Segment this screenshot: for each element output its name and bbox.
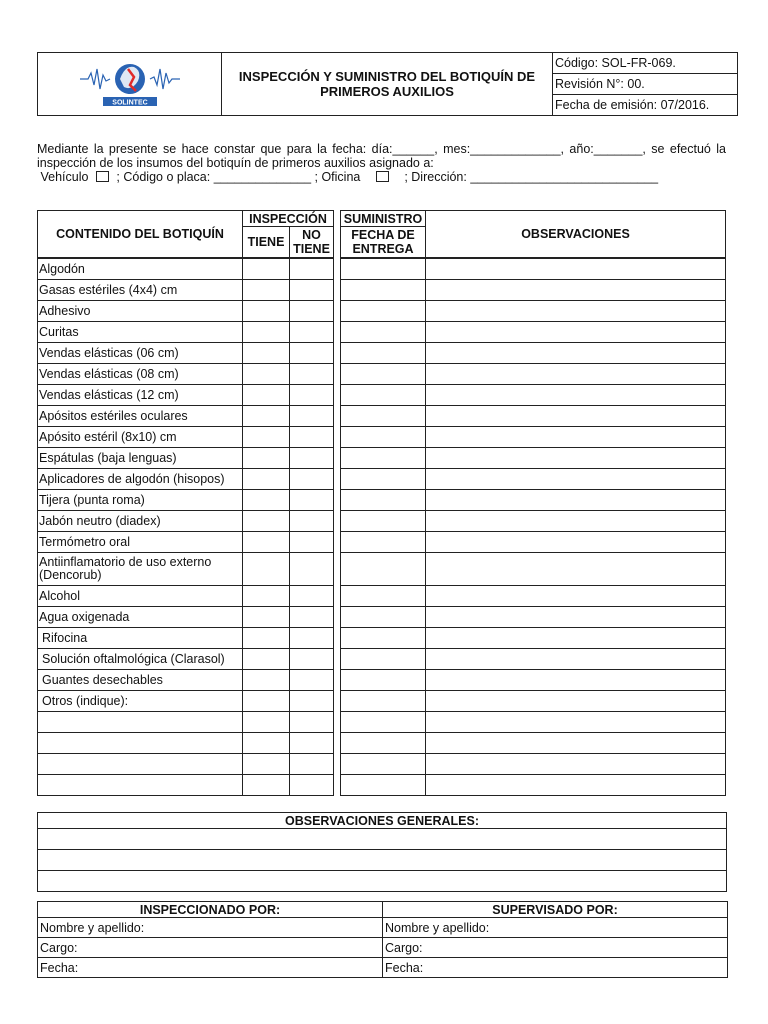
not-has-cell[interactable] [290, 258, 334, 280]
item-label: Algodón [37, 258, 243, 280]
item-label [37, 775, 243, 796]
has-cell[interactable] [243, 301, 290, 322]
item-label: Adhesivo [37, 301, 243, 322]
has-cell[interactable] [243, 649, 290, 670]
table-row [37, 628, 726, 649]
general-observations-title: OBSERVACIONES GENERALES: [38, 813, 727, 829]
signature-block [37, 901, 728, 978]
observation-cell[interactable] [426, 427, 726, 448]
table-row [37, 258, 726, 280]
logo-wordmark: SOLINTEC [111, 99, 148, 106]
logo-cell [38, 53, 222, 116]
item-label [37, 733, 243, 754]
item-label: Solución oftalmológica (Clarasol) [37, 649, 243, 670]
observation-cell[interactable] [426, 553, 726, 586]
observation-cell[interactable] [426, 607, 726, 628]
table-row [37, 469, 726, 490]
table-row [37, 448, 726, 469]
delivery-date-cell[interactable] [340, 733, 426, 754]
delivery-date-cell[interactable] [340, 301, 426, 322]
general-observations-line[interactable] [38, 871, 727, 892]
table-row [37, 670, 726, 691]
intro-line-assignment [37, 170, 726, 184]
not-has-cell[interactable] [290, 607, 334, 628]
header-content: CONTENIDO DEL BOTIQUÍN [37, 210, 243, 258]
delivery-date-cell[interactable] [340, 490, 426, 511]
observation-cell[interactable] [426, 448, 726, 469]
table-row [37, 775, 726, 796]
not-has-cell[interactable] [290, 733, 334, 754]
item-label: Aplicadores de algodón (hisopos) [37, 469, 243, 490]
has-cell[interactable] [243, 670, 290, 691]
observation-cell[interactable] [426, 754, 726, 775]
item-label: Jabón neutro (diadex) [37, 511, 243, 532]
item-label: Rifocina [37, 628, 243, 649]
intro-paragraph [37, 142, 726, 184]
delivery-date-cell[interactable] [340, 406, 426, 427]
vehicle-label: Vehículo [40, 170, 89, 184]
vehicle-checkbox[interactable] [96, 171, 109, 182]
observation-cell[interactable] [426, 775, 726, 796]
not-has-cell[interactable] [290, 322, 334, 343]
delivery-date-cell[interactable] [340, 532, 426, 553]
not-has-cell[interactable] [290, 469, 334, 490]
has-cell[interactable] [243, 586, 290, 607]
has-cell[interactable] [243, 607, 290, 628]
has-cell[interactable] [243, 532, 290, 553]
item-label: Vendas elásticas (12 cm) [37, 385, 243, 406]
header-delivery-date: FECHA DE ENTREGA [340, 227, 426, 258]
delivery-date-cell[interactable] [340, 385, 426, 406]
delivery-date-cell[interactable] [340, 511, 426, 532]
item-label: Tijera (punta roma) [37, 490, 243, 511]
delivery-date-cell[interactable] [340, 670, 426, 691]
not-has-cell[interactable] [290, 427, 334, 448]
inspector-name-field[interactable]: Nombre y apellido: [38, 918, 383, 938]
table-row [37, 364, 726, 385]
document-title: INSPECCIÓN Y SUMINISTRO DEL BOTIQUÍN DE PRIMEROS AUXILIOS [222, 53, 553, 116]
has-cell[interactable] [243, 258, 290, 280]
has-cell[interactable] [243, 280, 290, 301]
item-label: Gasas estériles (4x4) cm [37, 280, 243, 301]
has-cell[interactable] [243, 553, 290, 586]
has-cell[interactable] [243, 385, 290, 406]
supervised-by-title: SUPERVISADO POR: [383, 902, 728, 918]
has-cell[interactable] [243, 691, 290, 712]
item-label: Apósitos estériles oculares [37, 406, 243, 427]
item-label: Otros (indique): [37, 691, 243, 712]
item-label: Espátulas (baja lenguas) [37, 448, 243, 469]
header-not-has: NO TIENE [290, 227, 334, 258]
header-supply: SUMINISTRO [340, 210, 426, 227]
observation-cell[interactable] [426, 532, 726, 553]
address-label: ; Dirección: ___________________________ [404, 170, 659, 184]
not-has-cell[interactable] [290, 586, 334, 607]
delivery-date-cell[interactable] [340, 754, 426, 775]
table-row [37, 754, 726, 775]
not-has-cell[interactable] [290, 691, 334, 712]
observation-cell[interactable] [426, 364, 726, 385]
delivery-date-cell[interactable] [340, 258, 426, 280]
delivery-date-cell[interactable] [340, 553, 426, 586]
not-has-cell[interactable] [290, 712, 334, 733]
header-observations: OBSERVACIONES [426, 210, 726, 258]
observation-cell[interactable] [426, 280, 726, 301]
not-has-cell[interactable] [290, 301, 334, 322]
table-row [37, 649, 726, 670]
not-has-cell[interactable] [290, 553, 334, 586]
company-logo [70, 55, 190, 111]
table-row [37, 712, 726, 733]
not-has-cell[interactable] [290, 364, 334, 385]
not-has-cell[interactable] [290, 649, 334, 670]
delivery-date-cell[interactable] [340, 691, 426, 712]
not-has-cell[interactable] [290, 511, 334, 532]
document-code: Código: SOL-FR-069. [553, 53, 737, 74]
table-row [37, 553, 726, 586]
has-cell[interactable] [243, 775, 290, 796]
document-issue-date: Fecha de emisión: 07/2016. [555, 98, 710, 112]
has-cell[interactable] [243, 511, 290, 532]
table-row [37, 490, 726, 511]
office-checkbox[interactable] [376, 171, 389, 182]
table-row [37, 406, 726, 427]
delivery-date-cell[interactable] [340, 607, 426, 628]
not-has-cell[interactable] [290, 490, 334, 511]
not-has-cell[interactable] [290, 280, 334, 301]
observation-cell[interactable] [426, 469, 726, 490]
item-label: Vendas elásticas (08 cm) [37, 364, 243, 385]
not-has-cell[interactable] [290, 775, 334, 796]
has-cell[interactable] [243, 628, 290, 649]
document-header [37, 52, 738, 116]
observation-cell[interactable] [426, 301, 726, 322]
has-cell[interactable] [243, 469, 290, 490]
has-cell[interactable] [243, 406, 290, 427]
observation-cell[interactable] [426, 649, 726, 670]
table-row [37, 322, 726, 343]
not-has-cell[interactable] [290, 532, 334, 553]
has-cell[interactable] [243, 364, 290, 385]
not-has-cell[interactable] [290, 385, 334, 406]
item-label: Vendas elásticas (06 cm) [37, 343, 243, 364]
table-row [37, 607, 726, 628]
table-row [37, 427, 726, 448]
inspected-by-title: INSPECCIONADO POR: [38, 902, 383, 918]
observation-cell[interactable] [426, 343, 726, 364]
delivery-date-cell[interactable] [340, 628, 426, 649]
delivery-date-cell[interactable] [340, 712, 426, 733]
observation-cell[interactable] [426, 712, 726, 733]
has-cell[interactable] [243, 427, 290, 448]
observation-cell[interactable] [426, 322, 726, 343]
observation-cell[interactable] [426, 490, 726, 511]
item-label: Guantes desechables [37, 670, 243, 691]
item-label: Termómetro oral [37, 532, 243, 553]
intro-line-date: Mediante la presente se hace constar que para la fecha: día:______, mes:_____________, año:_______, se efectuó la [37, 142, 726, 156]
header-has: TIENE [243, 227, 290, 258]
table-row [37, 511, 726, 532]
observation-cell[interactable] [426, 385, 726, 406]
delivery-date-cell[interactable] [340, 649, 426, 670]
general-observations [37, 812, 727, 892]
has-cell[interactable] [243, 754, 290, 775]
not-has-cell[interactable] [290, 754, 334, 775]
not-has-cell[interactable] [290, 343, 334, 364]
table-row [37, 301, 726, 322]
intro-line-assigned: inspección de los insumos del botiquín de primeros auxilios asignado a: [37, 156, 434, 170]
observation-cell[interactable] [426, 586, 726, 607]
delivery-date-cell[interactable] [340, 427, 426, 448]
has-cell[interactable] [243, 490, 290, 511]
has-cell[interactable] [243, 448, 290, 469]
item-label: Agua oxigenada [37, 607, 243, 628]
observation-cell[interactable] [426, 628, 726, 649]
supervisor-role-field[interactable]: Cargo: [383, 938, 728, 958]
kit-inspection-table [37, 210, 726, 796]
document-revision: Revisión N°: 00. [553, 74, 737, 95]
document-meta [553, 53, 738, 116]
observation-cell[interactable] [426, 511, 726, 532]
item-label [37, 754, 243, 775]
table-row [37, 733, 726, 754]
supervisor-name-field[interactable]: Nombre y apellido: [383, 918, 728, 938]
item-label: Antiinflamatorio de uso externo (Dencorub) [37, 553, 243, 586]
delivery-date-cell[interactable] [340, 322, 426, 343]
observation-cell[interactable] [426, 258, 726, 280]
delivery-date-cell[interactable] [340, 448, 426, 469]
not-has-cell[interactable] [290, 670, 334, 691]
delivery-date-cell[interactable] [340, 343, 426, 364]
has-cell[interactable] [243, 322, 290, 343]
inspector-role-field[interactable]: Cargo: [38, 938, 383, 958]
observation-cell[interactable] [426, 670, 726, 691]
table-row [37, 385, 726, 406]
not-has-cell[interactable] [290, 406, 334, 427]
general-observations-line[interactable] [38, 829, 727, 850]
delivery-date-cell[interactable] [340, 469, 426, 490]
not-has-cell[interactable] [290, 628, 334, 649]
general-observations-line[interactable] [38, 850, 727, 871]
observation-cell[interactable] [426, 406, 726, 427]
item-label [37, 712, 243, 733]
has-cell[interactable] [243, 343, 290, 364]
delivery-date-cell[interactable] [340, 586, 426, 607]
delivery-date-cell[interactable] [340, 280, 426, 301]
inspector-date-field[interactable]: Fecha: [38, 958, 383, 978]
item-label: Alcohol [37, 586, 243, 607]
item-label: Apósito estéril (8x10) cm [37, 427, 243, 448]
header-inspection: INSPECCIÓN [243, 210, 334, 227]
not-has-cell[interactable] [290, 448, 334, 469]
supervisor-date-field[interactable]: Fecha: [383, 958, 728, 978]
table-row [37, 691, 726, 712]
table-row [37, 343, 726, 364]
table-row [37, 280, 726, 301]
delivery-date-cell[interactable] [340, 364, 426, 385]
observation-cell[interactable] [426, 691, 726, 712]
has-cell[interactable] [243, 733, 290, 754]
observation-cell[interactable] [426, 733, 726, 754]
item-label: Curitas [37, 322, 243, 343]
has-cell[interactable] [243, 712, 290, 733]
table-row [37, 586, 726, 607]
delivery-date-cell[interactable] [340, 775, 426, 796]
table-row [37, 532, 726, 553]
plate-office-label: ; Código o placa: ______________ ; Oficina [116, 170, 361, 184]
